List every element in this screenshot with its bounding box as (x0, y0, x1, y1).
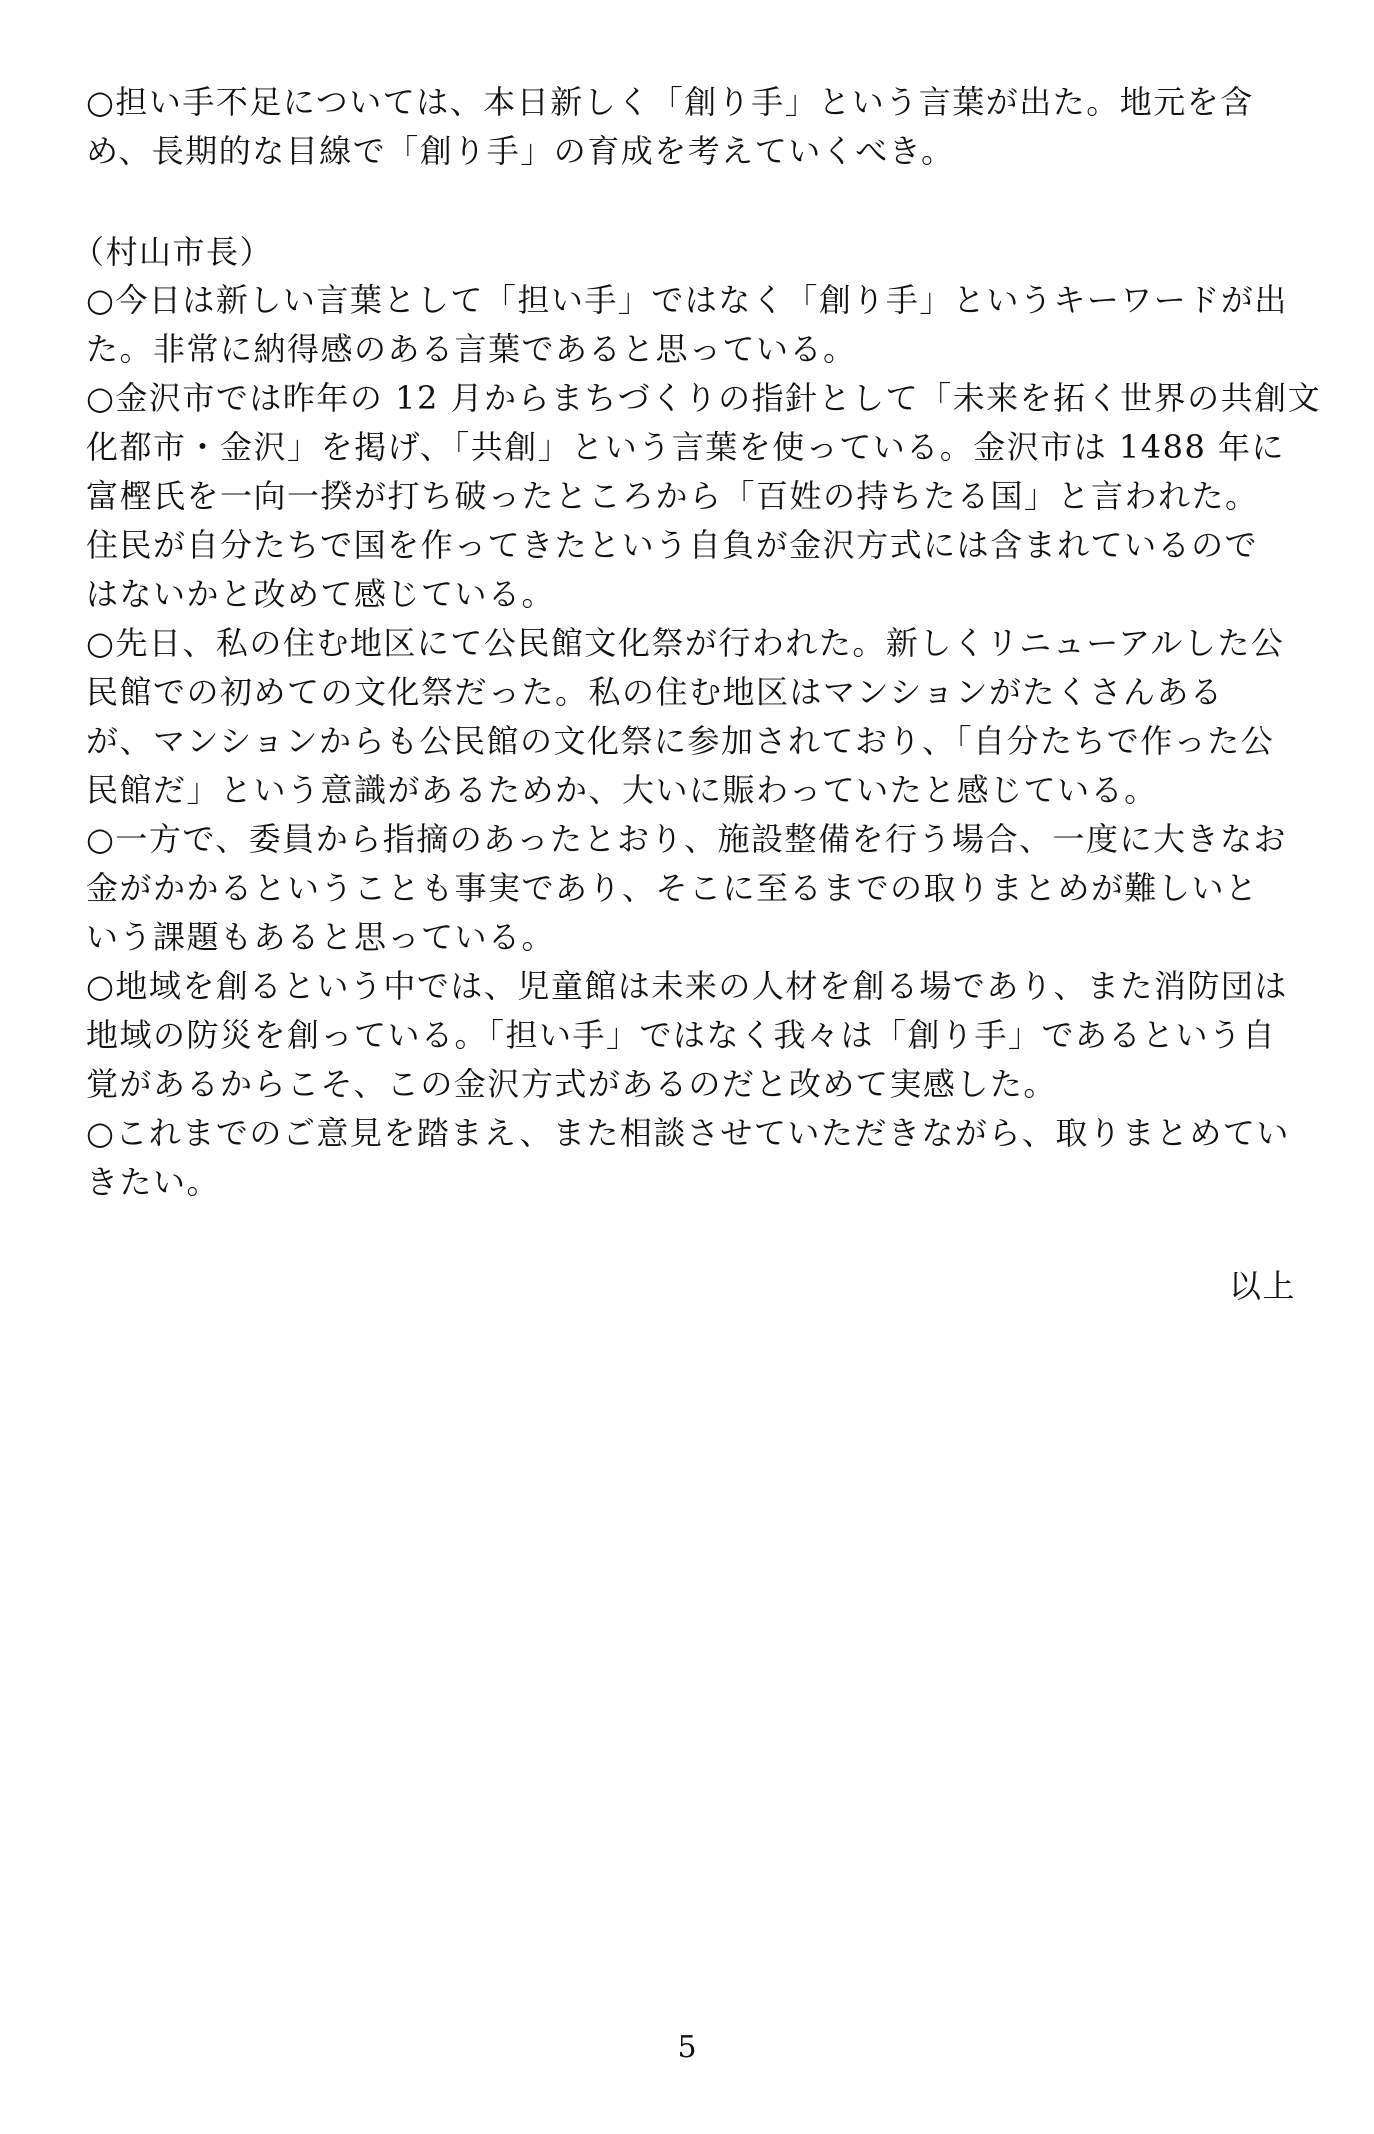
text-line: ○今日は新しい言葉として「担い手」ではなく「創り手」というキーワードが出 (86, 281, 1288, 319)
closing-mark: 以上 (1228, 1267, 1296, 1305)
text-line: 金がかかるということも事実であり、そこに至るまでの取りまとめが難しいと (86, 869, 1259, 907)
text-line: ○担い手不足については、本日新しく「創り手」という言葉が出た。地元を含 (86, 83, 1254, 121)
list-item (86, 276, 1306, 374)
text-line: 覚があるからこそ、この金沢方式があるのだと改めて実感した。 (86, 1065, 1057, 1103)
list-item (86, 815, 1306, 962)
speaker-section (72, 228, 1292, 277)
list-item (86, 78, 1306, 176)
text-line: いう課題もあると思っている。 (86, 918, 556, 956)
text-line: ○一方で、委員から指摘のあったとおり、施設整備を行う場合、一度に大きなお (86, 820, 1287, 858)
list-item (86, 962, 1306, 1109)
text-line: 富樫氏を一向一揆が打ち破ったところから「百姓の持ちたる国」と言われた。 (86, 477, 1259, 515)
text-line: め、長期的な目線で「創り手」の育成を考えていくべき。 (86, 132, 955, 170)
text-line: ○先日、私の住む地区にて公民館文化祭が行われた。新しくリニューアルした公 (86, 624, 1285, 662)
text-line: ○これまでのご意見を踏まえ、また相談させていただきながら、取りまとめてい (86, 1114, 1290, 1152)
text-line: 化都市・金沢」を掲げ、「共創」という言葉を使っている。金沢市は 1488 年に (86, 428, 1286, 466)
page-number: 5 (677, 2030, 697, 2065)
speaker-statements (86, 276, 1322, 1207)
text-line: きたい。 (86, 1163, 221, 1201)
list-item (86, 1109, 1306, 1207)
intro-item (86, 78, 1306, 176)
speaker-label: （村山市長） (72, 233, 274, 271)
text-line: はないかと改めて感じている。 (86, 575, 556, 613)
text-line: 住民が自分たちで国を作ってきたという自負が金沢方式には含まれているので (86, 526, 1259, 564)
text-line: が、マンションからも公民館の文化祭に参加されており、「自分たちで作った公 (86, 722, 1275, 760)
text-line: 地域の防災を創っている。「担い手」ではなく我々は「創り手」であるという自 (86, 1016, 1277, 1054)
text-line: ○地域を創るという中では、児童館は未来の人材を創る場であり、また消防団は (86, 967, 1288, 1005)
list-item (86, 374, 1322, 619)
text-line: 民館だ」という意識があるためか、大いに賑わっていたと感じている。 (86, 771, 1158, 809)
text-line: 民館での初めての文化祭だった。私の住む地区はマンションがたくさんある (86, 673, 1224, 711)
text-line: た。非常に納得感のある言葉であると思っている。 (86, 330, 857, 368)
text-line: ○金沢市では昨年の 12 月からまちづくりの指針として「未来を拓く世界の共創文 (86, 379, 1322, 417)
list-item (86, 619, 1306, 815)
